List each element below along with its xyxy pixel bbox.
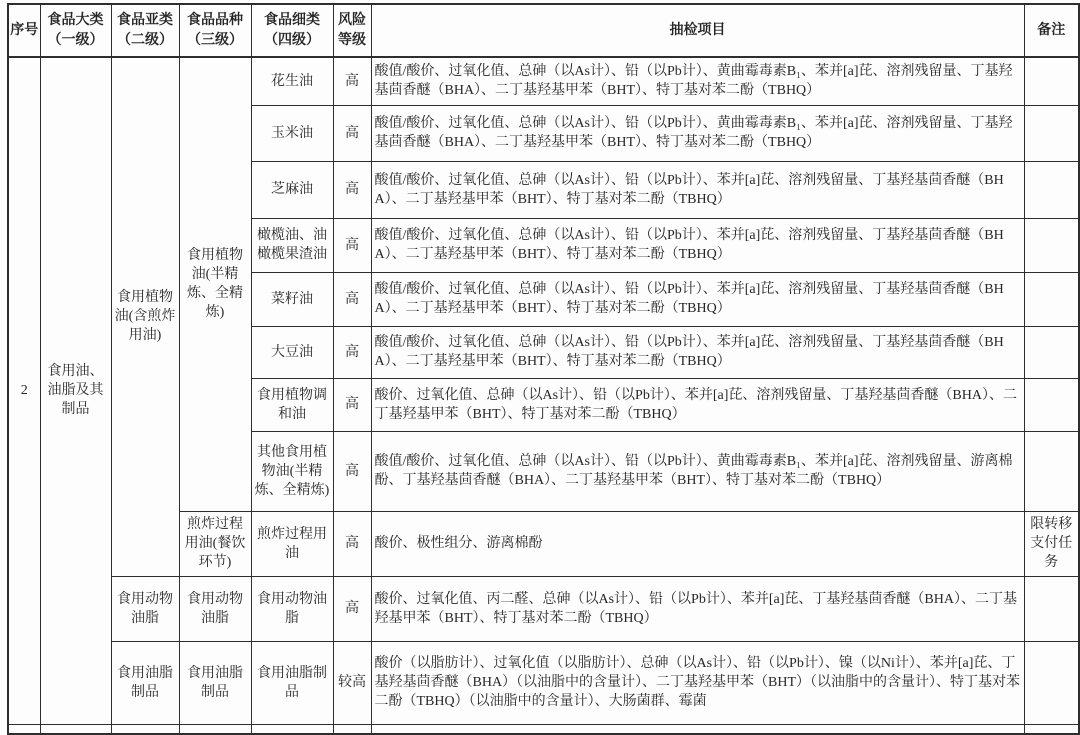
cut-cell — [40, 724, 111, 734]
cut-cell — [1024, 724, 1079, 734]
cell-remark — [1024, 641, 1079, 724]
cell-remark — [1024, 431, 1079, 511]
cell-category-l2-plant-oil: 食用植物油(含煎炸用油) — [111, 57, 179, 576]
cell-remark — [1024, 272, 1079, 326]
cell-risk: 较高 — [333, 641, 371, 724]
cell-items: 酸值/酸价、过氧化值、总砷（以As计）、铅（以Pb计）、黄曲霉毒素B₁、苯并[a]芘、溶剂残留量、游离棉酚、丁基羟基茴香醚（BHA）、二丁基羟基甲苯（BHT）、特丁基对苯二酚（TBHQ） — [371, 431, 1024, 511]
cell-category-l1: 食用油、油脂及其制品 — [40, 57, 111, 724]
cell-risk: 高 — [333, 378, 371, 431]
cell-cat4: 大豆油 — [251, 326, 333, 378]
cell-cat4: 食用动物油脂 — [251, 576, 333, 641]
col-header-category-l4: 食品细类（四级） — [251, 4, 333, 57]
cell-cat4: 玉米油 — [251, 105, 333, 161]
food-inspection-table — [7, 3, 1080, 735]
cell-category-l2-animal-fat: 食用动物油脂 — [111, 576, 179, 641]
table-row — [8, 57, 1079, 105]
col-header-category-l3: 食品品种（三级） — [179, 4, 251, 57]
cell-items: 酸值/酸价、过氧化值、总砷（以As计）、铅（以Pb计）、黄曲霉毒素B₁、苯并[a]芘、溶剂残留量、丁基羟基茴香醚（BHA）、二丁基羟基甲苯（BHT）、特丁基对苯二酚（TBHQ） — [371, 57, 1024, 105]
cell-items: 酸价、极性组分、游离棉酚 — [371, 511, 1024, 576]
cell-remark — [1024, 161, 1079, 218]
cut-cell — [179, 724, 251, 734]
cell-remark: 限转移支付任务 — [1024, 511, 1079, 576]
cell-remark — [1024, 378, 1079, 431]
cell-risk: 高 — [333, 218, 371, 272]
cell-category-l3-fat-products: 食用油脂制品 — [179, 641, 251, 724]
cell-risk: 高 — [333, 326, 371, 378]
cell-cat4: 橄榄油、油橄榄果渣油 — [251, 218, 333, 272]
cell-category-l2-fat-products: 食用油脂制品 — [111, 641, 179, 724]
col-header-category-l1: 食品大类（一级） — [40, 4, 111, 57]
table-row — [8, 641, 1079, 724]
cell-items: 酸值/酸价、过氧化值、总砷（以As计）、铅（以Pb计）、苯并[a]芘、溶剂残留量、丁基羟基茴香醚（BHA）、二丁基羟基甲苯（BHT）、特丁基对苯二酚（TBHQ） — [371, 161, 1024, 218]
cut-cell — [333, 724, 371, 734]
inspection-table-sheet — [7, 3, 1080, 735]
cell-risk: 高 — [333, 105, 371, 161]
cell-risk: 高 — [333, 431, 371, 511]
cell-category-l3-animal-fat: 食用动物油脂 — [179, 576, 251, 641]
cell-category-l3-frying-oil: 煎炸过程用油(餐饮环节) — [179, 511, 251, 576]
cell-remark — [1024, 218, 1079, 272]
cell-cat4: 其他食用植物油(半精炼、全精炼) — [251, 431, 333, 511]
cell-risk: 高 — [333, 57, 371, 105]
cut-cell — [371, 724, 1024, 734]
cell-items: 酸值/酸价、过氧化值、总砷（以As计）、铅（以Pb计）、黄曲霉毒素B₁、苯并[a]芘、溶剂残留量、丁基羟基茴香醚（BHA）、二丁基羟基甲苯（BHT）、特丁基对苯二酚（TBHQ） — [371, 105, 1024, 161]
cell-cat4: 花生油 — [251, 57, 333, 105]
cell-risk: 高 — [333, 511, 371, 576]
col-header-seq: 序号 — [8, 4, 40, 57]
cell-category-l3-plant-oil-refined: 食用植物油(半精炼、全精炼) — [179, 57, 251, 511]
cell-remark — [1024, 105, 1079, 161]
cell-cat4: 菜籽油 — [251, 272, 333, 326]
cell-cat4: 芝麻油 — [251, 161, 333, 218]
col-header-inspection-items: 抽检项目 — [371, 4, 1024, 57]
cell-risk: 高 — [333, 272, 371, 326]
table-header-row — [8, 4, 1079, 57]
cell-items: 酸价、过氧化值、总砷（以As计）、铅（以Pb计）、苯并[a]芘、溶剂残留量、丁基羟基茴香醚（BHA）、二丁基羟基甲苯（BHT）、特丁基对苯二酚（TBHQ） — [371, 378, 1024, 431]
cell-remark — [1024, 57, 1079, 105]
cell-risk: 高 — [333, 576, 371, 641]
cell-cat4: 食用植物调和油 — [251, 378, 333, 431]
cell-items: 酸价、过氧化值、丙二醛、总砷（以As计）、铅（以Pb计）、苯并[a]芘、丁基羟基茴香醚（BHA）、二丁基羟基甲苯（BHT）、特丁基对苯二酚（TBHQ） — [371, 576, 1024, 641]
cell-items: 酸值/酸价、过氧化值、总砷（以As计）、铅（以Pb计）、苯并[a]芘、溶剂残留量、丁基羟基茴香醚（BHA）、二丁基羟基甲苯（BHT）、特丁基对苯二酚（TBHQ） — [371, 272, 1024, 326]
cut-off-row — [8, 724, 1079, 734]
cell-cat4: 食用油脂制品 — [251, 641, 333, 724]
cell-remark — [1024, 576, 1079, 641]
col-header-risk-level: 风险等级 — [333, 4, 371, 57]
cell-items: 酸值/酸价、过氧化值、总砷（以As计）、铅（以Pb计）、苯并[a]芘、溶剂残留量、丁基羟基茴香醚（BHA）、二丁基羟基甲苯（BHT）、特丁基对苯二酚（TBHQ） — [371, 218, 1024, 272]
cell-cat4: 煎炸过程用油 — [251, 511, 333, 576]
cut-cell — [8, 724, 40, 734]
cell-items: 酸值/酸价、过氧化值、总砷（以As计）、铅（以Pb计）、苯并[a]芘、溶剂残留量、丁基羟基茴香醚（BHA）、二丁基羟基甲苯（BHT）、特丁基对苯二酚（TBHQ） — [371, 326, 1024, 378]
cell-risk: 高 — [333, 161, 371, 218]
cut-cell — [251, 724, 333, 734]
col-header-category-l2: 食品亚类（二级） — [111, 4, 179, 57]
cell-remark — [1024, 326, 1079, 378]
table-row — [8, 576, 1079, 641]
cut-cell — [111, 724, 179, 734]
col-header-remark: 备注 — [1024, 4, 1079, 57]
cell-items: 酸价（以脂肪计）、过氧化值（以脂肪计）、总砷（以As计）、铅（以Pb计）、镍（以Ni计）、苯并[a]芘、丁基羟基茴香醚（BHA）（以油脂中的含量计）、二丁基羟基甲苯（BHT）（以油脂中的含量计）、特丁基对苯二酚（TBHQ）（以油脂中的含量计）、大肠菌群、霉菌 — [371, 641, 1024, 724]
cell-seq: 2 — [8, 57, 40, 724]
